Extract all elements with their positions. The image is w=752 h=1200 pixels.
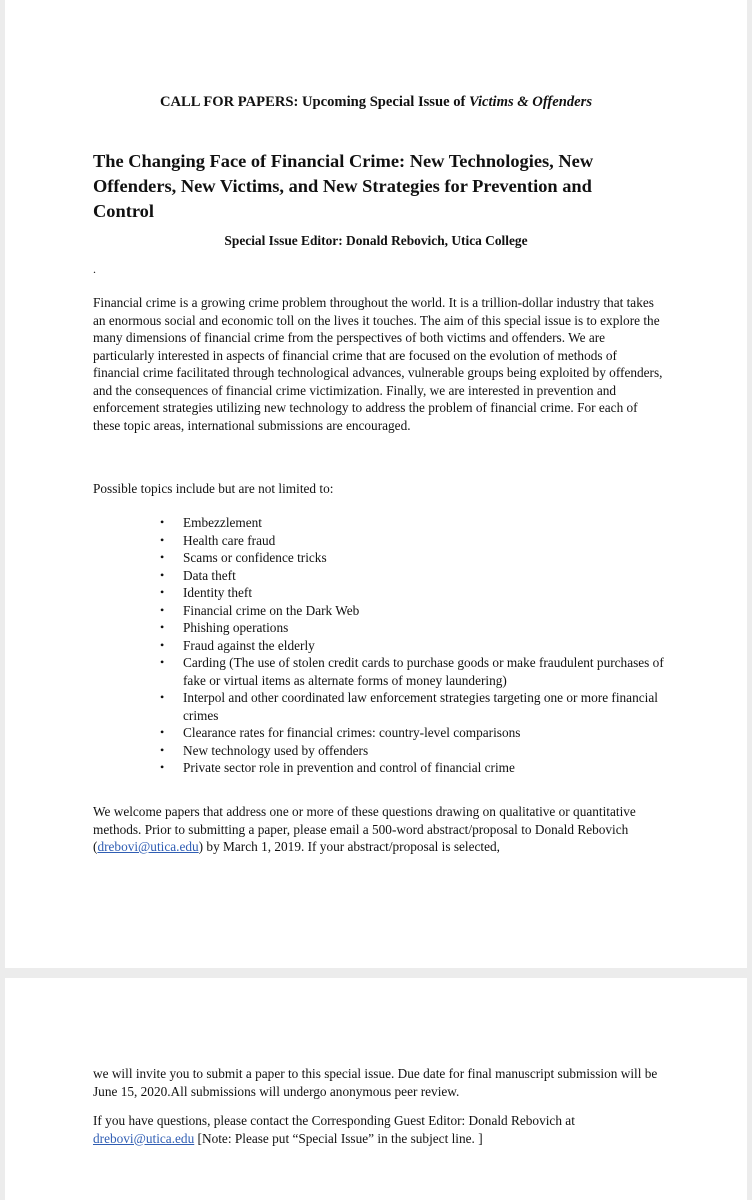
list-item: • Interpol and other coordinated law enforcement strategies targeting one or more financial crimes	[160, 690, 658, 723]
list-item: • Fraud against the elderly	[160, 637, 315, 653]
bullet-icon: •	[160, 742, 165, 757]
special-issue-editor: Special Issue Editor: Donald Rebovich, Utica College	[224, 233, 528, 248]
bullet-icon: •	[160, 637, 165, 652]
special-issue-title: The Changing Face of Financial Crime: New Technologies, New Offenders, New Victims, and New Strategies for Prevention and Control	[93, 151, 594, 221]
list-item: • Embezzlement	[160, 515, 263, 530]
contact-paragraph: If you have questions, please contact the Corresponding Guest Editor: Donald Rebovich at drebovi@utica.edu [Note: Please put “Special Issue” in the subject line. ]	[93, 1113, 575, 1146]
contact-email-link[interactable]: drebovi@utica.edu	[93, 1130, 195, 1146]
list-item: • Scams or confidence tricks	[160, 550, 327, 565]
list-item: • Health care fraud	[160, 532, 276, 548]
topics-list	[160, 514, 670, 777]
bullet-icon: •	[160, 532, 165, 547]
list-item: • Identity theft	[160, 585, 253, 600]
bullet-icon: •	[160, 655, 165, 669]
document-page-1	[5, 0, 747, 968]
call-for-papers-heading	[5, 94, 747, 111]
document-page-2	[5, 978, 747, 1200]
list-item: • Clearance rates for financial crimes: country-level comparisons	[160, 725, 521, 740]
bullet-icon: •	[160, 567, 165, 582]
continuation-paragraph: we will invite you to submit a paper to this special issue. Due date for final manuscript submission will be June 15, 2020.All submissions will undergo anonymous peer review.	[93, 1066, 658, 1099]
bullet-icon: •	[160, 602, 165, 617]
bullet-icon: •	[160, 550, 165, 564]
bullet-icon: •	[160, 760, 165, 774]
list-item: • Private sector role in prevention and control of financial crime	[160, 760, 515, 775]
intro-paragraph: Financial crime is a growing crime problem throughout the world. It is a trillion-dollar industry that takes an enormous social and economic toll on the lives it touches. The aim of this special issue is to explore the many dimensions of financial crime from the perspectives of both victims and offenders. We are particularly interested in aspects of financial crime that are focused on the evolution of methods of financial crime facilitated through technological advances, vulnerable groups being exploited by offenders, and the consequences of financial crime victimization. Finally, we are interested in prevention and enforcement strategies utilizing new technology to address the problem of financial crime. For each of these topic areas, international submissions are encouraged.	[93, 295, 663, 433]
bullet-icon: •	[160, 690, 165, 704]
journal-name: Victims & Offenders	[469, 94, 593, 110]
submission-paragraph: We welcome papers that address one or more of these questions drawing on qualitative or quantitative methods. Prior to submitting a paper, please email a 500-word abstract/proposal to Donald Rebovich (drebovi@utica.edu) by March 1, 2019. If your abstract/proposal is selected,	[93, 804, 636, 854]
bullet-icon: •	[160, 725, 165, 739]
list-item: • Carding (The use of stolen credit cards to purchase goods or make fraudulent purchases of fake or virtual items as alternate forms of money laundering)	[160, 655, 664, 688]
topics-intro: Possible topics include but are not limited to:	[93, 481, 334, 496]
bullet-icon: •	[160, 620, 165, 634]
editor-email-link[interactable]: drebovi@utica.edu	[97, 839, 199, 854]
list-item: • New technology used by offenders	[160, 742, 369, 758]
stray-period: .	[93, 262, 96, 276]
list-item: • Financial crime on the Dark Web	[160, 602, 360, 618]
bullet-icon: •	[160, 515, 165, 529]
bullet-icon: •	[160, 585, 165, 599]
cfp-prefix: CALL FOR PAPERS: Upcoming Special Issue of	[159, 94, 470, 110]
list-item: • Phishing operations	[160, 620, 289, 635]
list-item: • Data theft	[160, 567, 236, 583]
